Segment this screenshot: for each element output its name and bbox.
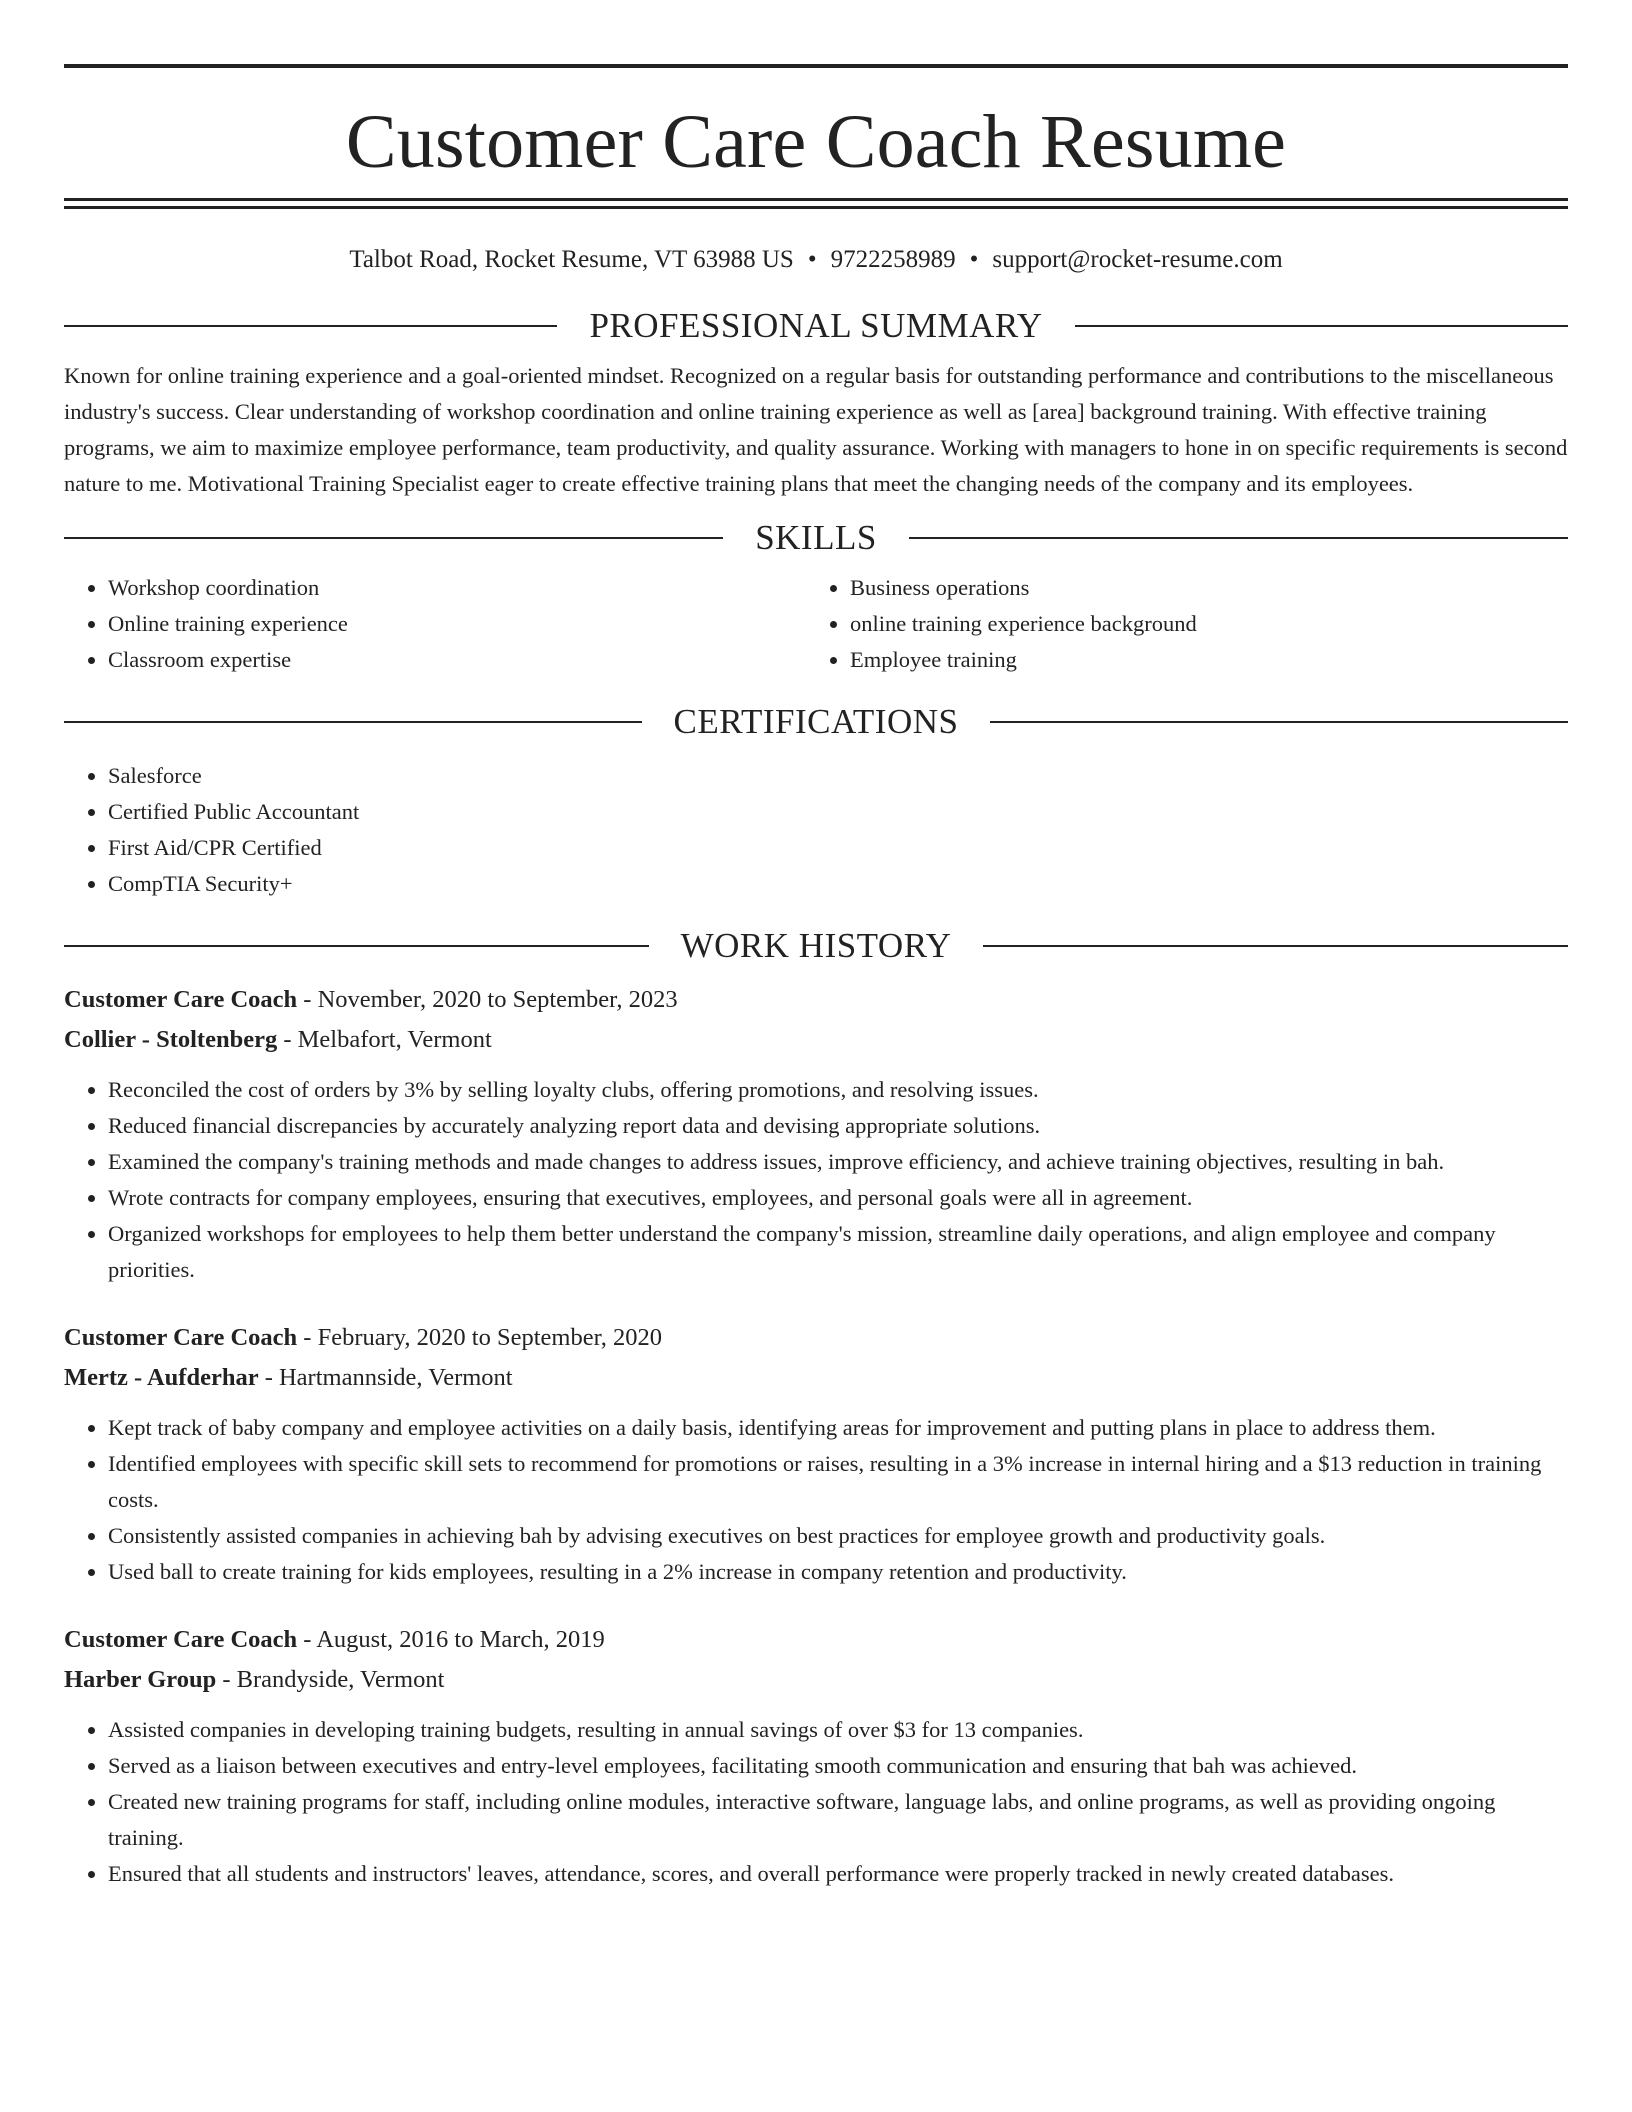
skills-list-left	[64, 570, 806, 678]
job-bullets	[64, 1410, 1568, 1590]
skill-item: • online training experience background	[850, 606, 1548, 642]
top-rule	[64, 64, 1568, 68]
contact-email: support@rocket-resume.com	[992, 246, 1283, 273]
job-bullet: • Consistently assisted companies in achieving bah by advising executives on best practices for employee growth and productivity goals.	[108, 1518, 1568, 1554]
job-bullet: • Used ball to create training for kids employees, resulting in a 2% increase in company retention and productivity.	[108, 1554, 1568, 1590]
heading-line-left	[64, 721, 642, 723]
skill-item: • Workshop coordination	[108, 570, 806, 606]
job-title-line	[64, 1318, 1568, 1358]
job-bullet: • Served as a liaison between executives and entry-level employees, facilitating smooth communication and ensuring that bah was achieved.	[108, 1748, 1568, 1784]
job-dates: - August, 2016 to March, 2019	[297, 1626, 605, 1653]
job-bullet: • Wrote contracts for company employees, ensuring that executives, employees, and personal goals were all in agreement.	[108, 1180, 1568, 1216]
skills-heading-label: SKILLS	[755, 518, 877, 557]
title-double-rule	[64, 198, 1568, 209]
certification-item: • CompTIA Security+	[108, 866, 1568, 902]
job-bullet: • Kept track of baby company and employee activities on a daily basis, identifying areas for improvement and putting plans in place to address them.	[108, 1410, 1568, 1446]
job-company: Mertz - Aufderhar	[64, 1364, 259, 1391]
resume-page	[64, 64, 1568, 1892]
job-dates: - November, 2020 to September, 2023	[297, 986, 678, 1013]
certifications-heading-label: CERTIFICATIONS	[673, 702, 959, 741]
job-location: - Brandyside, Vermont	[216, 1666, 445, 1693]
certification-item: • Salesforce	[108, 758, 1568, 794]
certification-item: • Certified Public Accountant	[108, 794, 1568, 830]
job-bullet: • Assisted companies in developing training budgets, resulting in annual savings of over $3 for 13 companies.	[108, 1712, 1568, 1748]
skill-item: • Business operations	[850, 570, 1548, 606]
job-company-line	[64, 1660, 1568, 1700]
job-bullet: • Created new training programs for staff, including online modules, interactive software, language labs, and online programs, as well as providing ongoing training.	[108, 1784, 1568, 1856]
job-title-line	[64, 980, 1568, 1020]
skill-item: • Classroom expertise	[108, 642, 806, 678]
heading-line-right	[1075, 325, 1568, 327]
work-history-heading	[64, 924, 1568, 968]
job-bullet: • Organized workshops for employees to help them better understand the company's mission, streamline daily operations, and align employee and company priorities.	[108, 1216, 1568, 1288]
job-company: Collier - Stoltenberg	[64, 1026, 278, 1053]
heading-line-right	[990, 721, 1568, 723]
certifications-heading	[64, 700, 1568, 744]
heading-line-left	[64, 945, 649, 947]
heading-line-right	[983, 945, 1568, 947]
job-title: Customer Care Coach	[64, 1626, 298, 1653]
job-location: - Hartmannside, Vermont	[258, 1364, 513, 1391]
job-company-line	[64, 1358, 1568, 1398]
job-bullets	[64, 1712, 1568, 1892]
certifications-list	[64, 758, 1568, 902]
job-company-line	[64, 1020, 1568, 1060]
certification-item: • First Aid/CPR Certified	[108, 830, 1568, 866]
job-entry	[64, 1620, 1568, 1892]
contact-phone: 9722258989	[830, 246, 956, 273]
job-title: Customer Care Coach	[64, 1324, 298, 1351]
job-bullet: • Reduced financial discrepancies by accurately analyzing report data and devising appropriate solutions.	[108, 1108, 1568, 1144]
contact-address: Talbot Road, Rocket Resume, VT 63988 US	[349, 246, 794, 273]
job-title: Customer Care Coach	[64, 986, 298, 1013]
skill-item: • Employee training	[850, 642, 1548, 678]
job-bullets	[64, 1072, 1568, 1288]
contact-line	[64, 245, 1568, 275]
job-company: Harber Group	[64, 1666, 217, 1693]
skills-left-column	[64, 570, 806, 678]
heading-line-left	[64, 537, 723, 539]
skills-right-column	[806, 570, 1548, 678]
job-entry	[64, 980, 1568, 1288]
work-history-heading-label: WORK HISTORY	[680, 926, 952, 965]
skills-heading	[64, 516, 1568, 560]
skill-item: • Online training experience	[108, 606, 806, 642]
job-bullet: • Ensured that all students and instructors' leaves, attendance, scores, and overall performance were properly tracked in newly created databases.	[108, 1856, 1568, 1892]
job-entry	[64, 1318, 1568, 1590]
job-bullet: • Examined the company's training methods and made changes to address issues, improve efficiency, and achieve training objectives, resulting in bah.	[108, 1144, 1568, 1180]
summary-text: Known for online training experience and a goal-oriented mindset. Recognized on a regular basis for outstanding performance and contributions to the miscellaneous industry's success. Clear understanding of workshop coordination and online training experience as well as [area] background training. With effective training programs, we aim to maximize employee performance, team productivity, and quality assurance. Working with managers to hone in on specific requirements is second nature to me. Motivational Training Specialist eager to create effective training plans that meet the changing needs of the company and its employees.	[64, 363, 1568, 496]
summary-heading-label: PROFESSIONAL SUMMARY	[589, 306, 1043, 345]
heading-line-left	[64, 325, 557, 327]
job-bullet: • Reconciled the cost of orders by 3% by selling loyalty clubs, offering promotions, and resolving issues.	[108, 1072, 1568, 1108]
job-bullet: • Identified employees with specific skill sets to recommend for promotions or raises, resulting in a 3% increase in internal hiring and a $13 reduction in training costs.	[108, 1446, 1568, 1518]
job-dates: - February, 2020 to September, 2020	[297, 1324, 663, 1351]
skills-list-right	[806, 570, 1548, 678]
skills-columns	[64, 570, 1568, 678]
contact-separator: •	[807, 246, 817, 273]
heading-line-right	[909, 537, 1568, 539]
contact-separator: •	[969, 246, 979, 273]
job-title-line	[64, 1620, 1568, 1660]
summary-heading	[64, 304, 1568, 348]
page-title: Customer Care Coach Resume	[345, 100, 1287, 184]
job-location: - Melbafort, Vermont	[277, 1026, 492, 1053]
